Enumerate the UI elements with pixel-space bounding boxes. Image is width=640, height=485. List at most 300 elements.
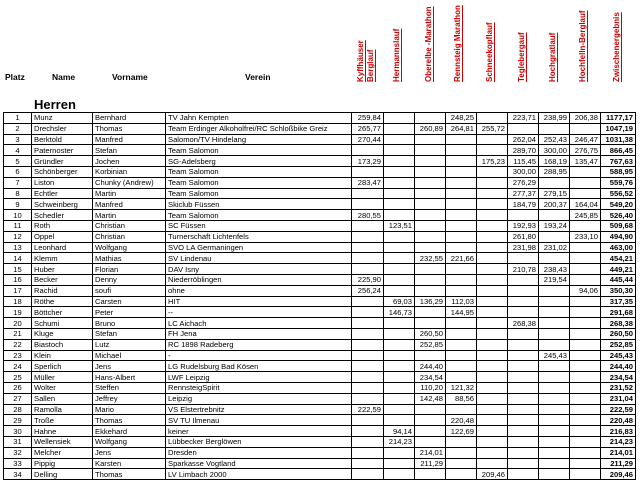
- cell-score: [415, 426, 446, 437]
- cell-name: Röthe: [32, 296, 93, 307]
- cell-score: [352, 339, 384, 350]
- cell-score: [477, 145, 508, 156]
- cell-score: 219,54: [539, 274, 570, 285]
- cell-score: 276,75: [570, 145, 601, 156]
- cell-score: 276,29: [508, 177, 539, 188]
- cell-score: 144,95: [446, 307, 477, 318]
- cell-score: [570, 372, 601, 383]
- cell-score: [539, 296, 570, 307]
- cell-total: 526,40: [601, 210, 636, 221]
- table-row: [4, 264, 636, 275]
- cell-score: [570, 404, 601, 415]
- cell-score: [446, 134, 477, 145]
- cell-verein: Team Erdinger Alkoholfrei/RC Schloßbike Greiz: [166, 123, 352, 134]
- table-row: [4, 318, 636, 329]
- cell-score: 210,78: [508, 264, 539, 275]
- cell-score: [508, 253, 539, 264]
- cell-score: [508, 469, 539, 480]
- cell-score: [384, 469, 415, 480]
- cell-verein: Niederröblingen: [166, 274, 352, 285]
- cell-name: Oppel: [32, 231, 93, 242]
- cell-score: [384, 253, 415, 264]
- cell-score: [446, 404, 477, 415]
- cell-score: 232,55: [415, 253, 446, 264]
- cell-score: [477, 274, 508, 285]
- cell-name: Berktold: [32, 134, 93, 145]
- cell-score: [446, 458, 477, 469]
- table-row: [4, 447, 636, 458]
- cell-score: [415, 404, 446, 415]
- cell-name: Sperlich: [32, 361, 93, 372]
- cell-total: 260,50: [601, 328, 636, 339]
- cell-vorname: Martin: [93, 188, 166, 199]
- cell-vorname: Lutz: [93, 339, 166, 350]
- cell-score: [415, 318, 446, 329]
- cell-score: [477, 210, 508, 221]
- cell-name: Munz: [32, 113, 93, 124]
- cell-score: [446, 361, 477, 372]
- cell-platz: 9: [4, 199, 32, 210]
- cell-score: [352, 231, 384, 242]
- cell-score: [570, 166, 601, 177]
- cell-total: 1031,38: [601, 134, 636, 145]
- cell-score: [384, 210, 415, 221]
- cell-name: Klein: [32, 350, 93, 361]
- cell-score: [539, 469, 570, 480]
- cell-score: 245,43: [539, 350, 570, 361]
- cell-score: [477, 328, 508, 339]
- cell-score: [352, 199, 384, 210]
- cell-score: [446, 199, 477, 210]
- cell-total: 220,48: [601, 415, 636, 426]
- cell-vorname: Thomas: [93, 123, 166, 134]
- cell-platz: 27: [4, 393, 32, 404]
- cell-score: 164,04: [570, 199, 601, 210]
- cell-total: 509,68: [601, 220, 636, 231]
- cell-score: [570, 188, 601, 199]
- cell-verein: SC Füssen: [166, 220, 352, 231]
- cell-score: [446, 339, 477, 350]
- cell-name: Sallen: [32, 393, 93, 404]
- cell-score: 255,72: [477, 123, 508, 134]
- table-row: [4, 274, 636, 285]
- header-event-teglebergauf: Teglebergauf: [517, 32, 526, 82]
- header-vorname: Vorname: [112, 72, 148, 82]
- cell-score: [477, 296, 508, 307]
- cell-platz: 15: [4, 264, 32, 275]
- cell-score: [477, 166, 508, 177]
- cell-score: [570, 458, 601, 469]
- cell-score: [570, 426, 601, 437]
- cell-score: 175,23: [477, 156, 508, 167]
- cell-score: [477, 231, 508, 242]
- cell-name: Paternoster: [32, 145, 93, 156]
- cell-score: [352, 426, 384, 437]
- cell-vorname: Manfred: [93, 134, 166, 145]
- cell-vorname: Stefan: [93, 328, 166, 339]
- cell-score: 184,79: [508, 199, 539, 210]
- cell-platz: 20: [4, 318, 32, 329]
- cell-score: [446, 156, 477, 167]
- table-row: [4, 285, 636, 296]
- cell-score: [384, 274, 415, 285]
- cell-name: Melcher: [32, 447, 93, 458]
- cell-score: 265,77: [352, 123, 384, 134]
- cell-score: [570, 469, 601, 480]
- cell-total: 588,95: [601, 166, 636, 177]
- cell-score: [477, 339, 508, 350]
- cell-platz: 29: [4, 415, 32, 426]
- cell-verein: Turnerschaft Lichtenfels: [166, 231, 352, 242]
- cell-name: Hahne: [32, 426, 93, 437]
- cell-score: 288,95: [539, 166, 570, 177]
- cell-vorname: Wolfgang: [93, 436, 166, 447]
- cell-platz: 21: [4, 328, 32, 339]
- cell-score: [352, 253, 384, 264]
- cell-score: 214,01: [415, 447, 446, 458]
- cell-score: [508, 382, 539, 393]
- table-row: [4, 199, 636, 210]
- cell-score: [570, 264, 601, 275]
- cell-score: [539, 318, 570, 329]
- cell-score: 173,29: [352, 156, 384, 167]
- cell-score: [539, 285, 570, 296]
- cell-verein: TV Jahn Kempten: [166, 113, 352, 124]
- table-row: [4, 296, 636, 307]
- cell-score: [539, 393, 570, 404]
- cell-verein: Team Salomon: [166, 188, 352, 199]
- results-table: [3, 112, 636, 480]
- header-name: Name: [52, 72, 76, 82]
- cell-vorname: Jochen: [93, 156, 166, 167]
- cell-platz: 18: [4, 296, 32, 307]
- cell-score: [539, 458, 570, 469]
- cell-score: [570, 382, 601, 393]
- table-row: [4, 253, 636, 264]
- cell-score: 248,25: [446, 113, 477, 124]
- cell-name: Delling: [32, 469, 93, 480]
- cell-score: [508, 339, 539, 350]
- cell-score: [446, 285, 477, 296]
- cell-vorname: Hans-Albert: [93, 372, 166, 383]
- cell-vorname: Wolfgang: [93, 242, 166, 253]
- cell-score: [415, 307, 446, 318]
- cell-name: Ramolla: [32, 404, 93, 415]
- table-row: [4, 393, 636, 404]
- cell-score: [477, 318, 508, 329]
- header-zwischenergebnis: Zwischenergebnis: [612, 12, 621, 82]
- cell-platz: 12: [4, 231, 32, 242]
- cell-score: 262,04: [508, 134, 539, 145]
- header-event-hochgratlauf: Hochgratlauf: [548, 32, 557, 82]
- cell-vorname: Karsten: [93, 458, 166, 469]
- cell-score: [352, 458, 384, 469]
- cell-score: 300,00: [508, 166, 539, 177]
- cell-score: 200,37: [539, 199, 570, 210]
- cell-verein: Skiclub Füssen: [166, 199, 352, 210]
- cell-score: [508, 426, 539, 437]
- cell-score: [352, 220, 384, 231]
- cell-total: 350,30: [601, 285, 636, 296]
- cell-name: Troße: [32, 415, 93, 426]
- table-row: [4, 113, 636, 124]
- cell-score: [508, 361, 539, 372]
- cell-score: [539, 361, 570, 372]
- cell-score: [415, 436, 446, 447]
- cell-score: [384, 350, 415, 361]
- table-row: [4, 339, 636, 350]
- cell-score: [446, 264, 477, 275]
- cell-platz: 22: [4, 339, 32, 350]
- cell-score: [570, 339, 601, 350]
- cell-score: [415, 166, 446, 177]
- cell-score: [384, 404, 415, 415]
- cell-score: [352, 372, 384, 383]
- cell-score: [508, 372, 539, 383]
- cell-score: [508, 404, 539, 415]
- cell-score: [570, 350, 601, 361]
- table-row: [4, 328, 636, 339]
- cell-score: [477, 447, 508, 458]
- cell-score: [384, 188, 415, 199]
- cell-score: [446, 328, 477, 339]
- cell-score: [352, 145, 384, 156]
- cell-score: 280,55: [352, 210, 384, 221]
- cell-name: Klemm: [32, 253, 93, 264]
- cell-score: [570, 242, 601, 253]
- cell-score: [539, 372, 570, 383]
- cell-score: 146,73: [384, 307, 415, 318]
- cell-total: 216,83: [601, 426, 636, 437]
- cell-score: [384, 156, 415, 167]
- cell-score: 115,45: [508, 156, 539, 167]
- cell-score: [384, 199, 415, 210]
- cell-platz: 19: [4, 307, 32, 318]
- cell-score: [415, 242, 446, 253]
- cell-score: [415, 134, 446, 145]
- header-event-oberelbe: Oberelbe -Marathon: [424, 6, 433, 82]
- cell-score: 246,47: [570, 134, 601, 145]
- cell-score: 244,40: [415, 361, 446, 372]
- cell-total: 767,63: [601, 156, 636, 167]
- cell-total: 222,59: [601, 404, 636, 415]
- table-row: [4, 123, 636, 134]
- cell-score: [446, 372, 477, 383]
- cell-score: 222,59: [352, 404, 384, 415]
- cell-total: 556,52: [601, 188, 636, 199]
- cell-total: 231,52: [601, 382, 636, 393]
- cell-score: 112,03: [446, 296, 477, 307]
- cell-score: [477, 113, 508, 124]
- header-verein: Verein: [245, 72, 271, 82]
- cell-platz: 23: [4, 350, 32, 361]
- cell-score: [539, 177, 570, 188]
- cell-score: [508, 210, 539, 221]
- cell-score: [415, 264, 446, 275]
- cell-verein: DAV Isny: [166, 264, 352, 275]
- cell-vorname: Steffen: [93, 382, 166, 393]
- cell-vorname: Denny: [93, 274, 166, 285]
- cell-score: [477, 264, 508, 275]
- cell-verein: FH Jena: [166, 328, 352, 339]
- cell-score: [508, 285, 539, 296]
- cell-score: 231,98: [508, 242, 539, 253]
- cell-verein: Team Salomon: [166, 210, 352, 221]
- cell-score: [570, 253, 601, 264]
- cell-score: 231,02: [539, 242, 570, 253]
- cell-score: [446, 242, 477, 253]
- cell-total: 244,40: [601, 361, 636, 372]
- cell-platz: 25: [4, 372, 32, 383]
- cell-score: [477, 242, 508, 253]
- cell-score: 88,56: [446, 393, 477, 404]
- cell-score: [384, 361, 415, 372]
- table-row: [4, 361, 636, 372]
- cell-total: 252,85: [601, 339, 636, 350]
- cell-score: [477, 361, 508, 372]
- cell-score: [415, 145, 446, 156]
- cell-score: [508, 123, 539, 134]
- cell-score: [570, 328, 601, 339]
- cell-score: [446, 188, 477, 199]
- table-row: [4, 145, 636, 156]
- cell-score: [539, 123, 570, 134]
- table-row: [4, 350, 636, 361]
- table-row: [4, 436, 636, 447]
- cell-vorname: Chunky (Andrew): [93, 177, 166, 188]
- cell-name: Müller: [32, 372, 93, 383]
- cell-score: 233,10: [570, 231, 601, 242]
- cell-total: 291,68: [601, 307, 636, 318]
- cell-verein: Sparkasse Vogtland: [166, 458, 352, 469]
- cell-score: [570, 274, 601, 285]
- cell-score: [446, 177, 477, 188]
- cell-score: [508, 307, 539, 318]
- cell-verein: SV TU Ilmenau: [166, 415, 352, 426]
- cell-vorname: soufi: [93, 285, 166, 296]
- cell-verein: -: [166, 350, 352, 361]
- cell-score: [352, 328, 384, 339]
- table-row: [4, 188, 636, 199]
- cell-score: [446, 436, 477, 447]
- cell-verein: LC Aichach: [166, 318, 352, 329]
- cell-score: 211,29: [415, 458, 446, 469]
- cell-total: 549,20: [601, 199, 636, 210]
- cell-platz: 6: [4, 166, 32, 177]
- cell-score: [352, 382, 384, 393]
- cell-verein: SG-Adelsberg: [166, 156, 352, 167]
- cell-vorname: Christian: [93, 231, 166, 242]
- cell-score: 94,14: [384, 426, 415, 437]
- cell-score: [446, 447, 477, 458]
- cell-score: [352, 318, 384, 329]
- cell-score: [446, 274, 477, 285]
- cell-name: Gründler: [32, 156, 93, 167]
- cell-score: [508, 328, 539, 339]
- cell-score: [352, 307, 384, 318]
- cell-score: 260,89: [415, 123, 446, 134]
- cell-score: [384, 393, 415, 404]
- header-event-kyffhaeuser: Kyffhäuser Berglauf: [356, 40, 375, 82]
- cell-name: Drechsler: [32, 123, 93, 134]
- cell-name: Schönberger: [32, 166, 93, 177]
- cell-score: 279,15: [539, 188, 570, 199]
- cell-name: Schumi: [32, 318, 93, 329]
- cell-vorname: Florian: [93, 264, 166, 275]
- cell-score: 223,71: [508, 113, 539, 124]
- table-row: [4, 156, 636, 167]
- cell-score: 135,47: [570, 156, 601, 167]
- cell-score: [415, 231, 446, 242]
- cell-score: 252,43: [539, 134, 570, 145]
- cell-platz: 33: [4, 458, 32, 469]
- header-event-rennsteig: Rennsteig Marathon: [453, 5, 462, 82]
- cell-score: 270,44: [352, 134, 384, 145]
- cell-vorname: Bruno: [93, 318, 166, 329]
- cell-score: [477, 177, 508, 188]
- cell-score: [570, 123, 601, 134]
- cell-score: [384, 372, 415, 383]
- cell-platz: 11: [4, 220, 32, 231]
- cell-score: [415, 285, 446, 296]
- cell-score: [384, 166, 415, 177]
- cell-platz: 13: [4, 242, 32, 253]
- cell-score: [384, 264, 415, 275]
- cell-verein: HIT: [166, 296, 352, 307]
- cell-name: Wellensiek: [32, 436, 93, 447]
- cell-score: [384, 134, 415, 145]
- cell-vorname: Ekkehard: [93, 426, 166, 437]
- cell-score: [508, 296, 539, 307]
- cell-score: [446, 318, 477, 329]
- cell-score: 221,66: [446, 253, 477, 264]
- cell-platz: 31: [4, 436, 32, 447]
- cell-score: [384, 458, 415, 469]
- cell-score: [477, 372, 508, 383]
- cell-verein: LWF Leipzig: [166, 372, 352, 383]
- cell-score: [539, 231, 570, 242]
- cell-score: 206,38: [570, 113, 601, 124]
- cell-score: [352, 361, 384, 372]
- cell-score: 220,48: [446, 415, 477, 426]
- cell-score: [352, 242, 384, 253]
- cell-score: 136,29: [415, 296, 446, 307]
- cell-score: [539, 415, 570, 426]
- cell-name: Echtler: [32, 188, 93, 199]
- cell-name: Schedler: [32, 210, 93, 221]
- cell-score: [384, 447, 415, 458]
- header-event-schneekopflauf: Schneekopflauf: [485, 22, 494, 82]
- cell-score: [477, 253, 508, 264]
- cell-score: [570, 393, 601, 404]
- cell-platz: 17: [4, 285, 32, 296]
- cell-name: Kluge: [32, 328, 93, 339]
- cell-verein: Dresden: [166, 447, 352, 458]
- cell-score: [539, 382, 570, 393]
- cell-total: 463,00: [601, 242, 636, 253]
- cell-verein: Team Salomon: [166, 145, 352, 156]
- cell-name: Leonhard: [32, 242, 93, 253]
- cell-vorname: Jens: [93, 447, 166, 458]
- cell-verein: keiner: [166, 426, 352, 437]
- cell-platz: 7: [4, 177, 32, 188]
- cell-name: Böttcher: [32, 307, 93, 318]
- cell-verein: SVO LA Germaningen: [166, 242, 352, 253]
- cell-total: 214,01: [601, 447, 636, 458]
- cell-platz: 2: [4, 123, 32, 134]
- cell-score: 259,84: [352, 113, 384, 124]
- cell-total: 268,38: [601, 318, 636, 329]
